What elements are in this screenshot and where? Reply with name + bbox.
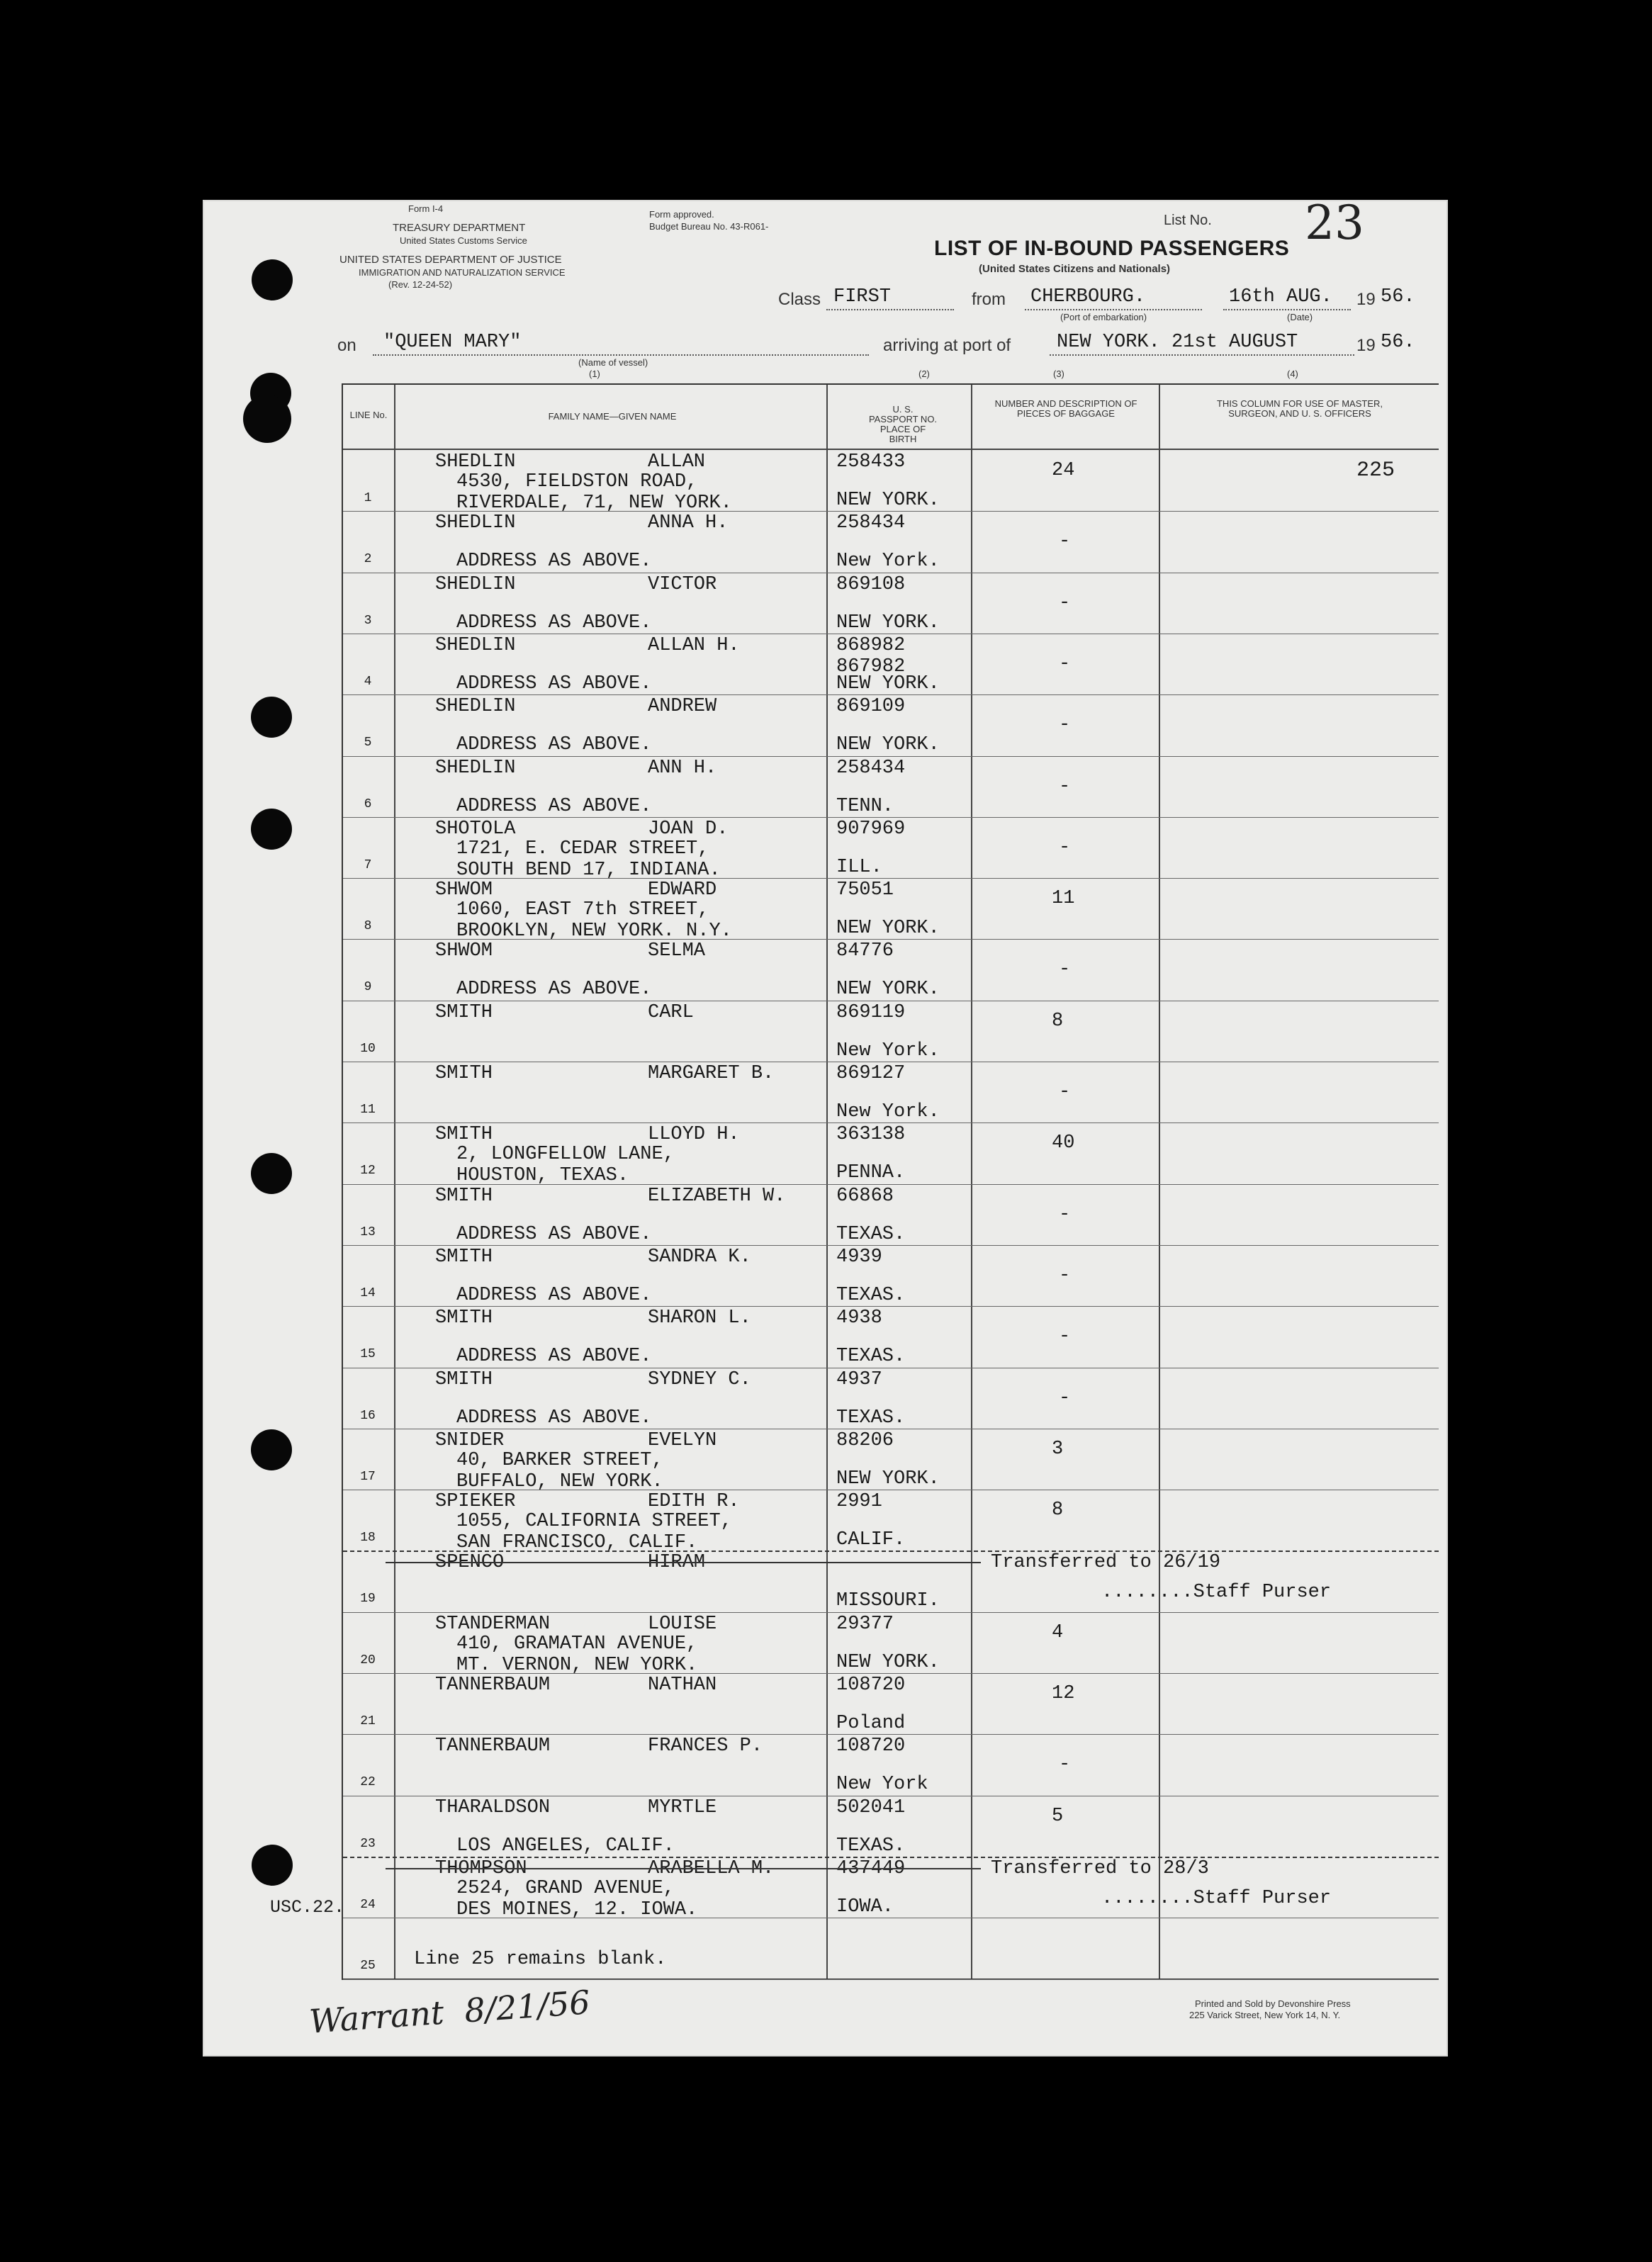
baggage-count: 3	[1052, 1438, 1064, 1460]
place-of-birth: NEW YORK.	[836, 918, 940, 940]
row-divider	[343, 1306, 1439, 1307]
arrival-rule	[1050, 354, 1354, 356]
staff-purser-signature: ........Staff Purser	[1101, 1582, 1332, 1604]
line-number: 4	[364, 674, 372, 689]
given-name: ALLAN H.	[648, 634, 740, 656]
header-name: FAMILY NAME—GIVEN NAME	[548, 411, 677, 422]
on-label: on	[337, 336, 356, 355]
baggage-count: -	[1059, 1264, 1071, 1286]
row-divider	[343, 1612, 1439, 1613]
given-name: EDWARD	[648, 879, 717, 901]
address: ADDRESS AS ABOVE.	[456, 1284, 652, 1306]
punch-hole	[251, 1429, 292, 1470]
place-of-birth: NEW YORK.	[836, 734, 940, 756]
given-name: ARABELLA M.	[648, 1857, 775, 1879]
baggage-count: -	[1059, 959, 1071, 981]
line-number: 12	[360, 1164, 376, 1178]
line-number: 17	[360, 1469, 376, 1484]
address: ADDRESS AS ABOVE.	[456, 1223, 652, 1245]
line-number: 1	[364, 491, 372, 505]
port-caption: (Port of embarkation)	[1060, 312, 1147, 322]
line-number: 7	[364, 857, 372, 872]
baggage-count: 4	[1052, 1621, 1064, 1643]
class-label: Class	[778, 290, 821, 309]
vessel-rule	[373, 354, 869, 356]
line-number: 24	[360, 1897, 376, 1912]
baggage-count: -	[1059, 714, 1071, 736]
place-of-birth: ILL.	[836, 856, 882, 878]
given-name: ANN H.	[648, 757, 717, 779]
baggage-count: -	[1059, 1754, 1071, 1776]
given-name: ANDREW	[648, 696, 717, 718]
port-rule	[1025, 309, 1202, 310]
punch-hole	[251, 1153, 292, 1194]
line-number: 8	[364, 919, 372, 934]
header-passport: U. S. PASSPORT NO. PLACE OF BIRTH	[868, 404, 938, 444]
address: 1060, EAST 7th STREET, BROOKLYN, NEW YORK. N.Y.	[456, 899, 732, 942]
passport-number: 869119	[836, 1001, 906, 1023]
transfer-note: Transferred to 26/19	[991, 1552, 1221, 1574]
row-divider	[343, 817, 1439, 818]
line-number: 20	[360, 1653, 376, 1667]
family-name: SPENCO	[435, 1552, 505, 1574]
line-number: 21	[360, 1714, 376, 1728]
place-of-birth: TEXAS.	[836, 1835, 906, 1857]
family-name: THOMPSON	[435, 1857, 527, 1879]
form-subtitle: (United States Citizens and Nationals)	[979, 263, 1171, 275]
baggage-count: 8	[1052, 1499, 1064, 1521]
list-number: 23	[1305, 196, 1364, 250]
given-name: SHARON L.	[648, 1307, 751, 1329]
punch-hole	[251, 697, 292, 738]
given-name: EVELYN	[648, 1429, 717, 1451]
staff-purser-signature: ........Staff Purser	[1101, 1887, 1332, 1909]
address: 40, BARKER STREET, BUFFALO, NEW YORK.	[456, 1449, 663, 1492]
budget-bureau: Budget Bureau No. 43-R061-	[649, 221, 769, 232]
address: ADDRESS AS ABOVE.	[456, 612, 652, 634]
place-of-birth: NEW YORK.	[836, 1468, 940, 1490]
form-approved: Form approved.	[649, 209, 714, 220]
given-name: MYRTLE	[648, 1796, 717, 1818]
place-of-birth: NEW YORK.	[836, 490, 940, 511]
given-name: SYDNEY C.	[648, 1368, 751, 1390]
baggage-count: -	[1059, 1326, 1071, 1348]
given-name: CARL	[648, 1001, 694, 1023]
given-name: ELIZABETH W.	[648, 1185, 786, 1207]
arrival-year: 56.	[1381, 332, 1415, 353]
row-divider	[343, 694, 1439, 695]
given-name: SANDRA K.	[648, 1246, 751, 1268]
row-divider	[343, 1122, 1439, 1123]
baggage-count: 24	[1052, 460, 1075, 481]
address: ADDRESS AS ABOVE.	[456, 734, 652, 756]
line-number: 11	[360, 1103, 376, 1117]
family-name: SHEDLIN	[435, 634, 516, 656]
place-of-birth: TENN.	[836, 795, 894, 817]
baggage-count: 40	[1052, 1132, 1075, 1154]
baggage-count: 5	[1052, 1805, 1064, 1827]
baggage-count: -	[1059, 592, 1071, 614]
passport-number: 258434	[836, 512, 906, 534]
header-baggage: NUMBER AND DESCRIPTION OF PIECES OF BAGGAGE	[994, 398, 1137, 419]
punch-hole	[251, 809, 292, 850]
place-of-birth: New York.	[836, 551, 940, 573]
line-number: 25	[360, 1959, 376, 1974]
cancel-strike	[386, 1868, 981, 1869]
given-name: MARGARET B.	[648, 1063, 775, 1084]
line-number: 22	[360, 1775, 376, 1790]
address: 1055, CALIFORNIA STREET, SAN FRANCISCO, CALIF.	[456, 1511, 732, 1554]
line-number: 3	[364, 613, 372, 628]
address: Line 25 remains blank.	[414, 1949, 667, 1971]
passport-number: 4939	[836, 1246, 882, 1268]
manifest-page	[203, 196, 1448, 2056]
passport-number: 907969	[836, 818, 906, 840]
given-name: NATHAN	[648, 1675, 717, 1696]
transfer-note: Transferred to 28/3	[991, 1857, 1209, 1879]
family-name: TANNERBAUM	[435, 1675, 551, 1696]
baggage-count: -	[1059, 1203, 1071, 1225]
given-name: LOUISE	[648, 1613, 717, 1635]
place-of-birth: NEW YORK.	[836, 1651, 940, 1673]
treasury-heading: TREASURY DEPARTMENT	[393, 222, 526, 234]
family-name: SHEDLIN	[435, 696, 516, 718]
vessel-col-num: (1)	[589, 368, 600, 379]
embark-year: 56.	[1381, 286, 1415, 308]
passport-number: 66868	[836, 1185, 894, 1207]
cancel-strike	[386, 1562, 981, 1563]
given-name: VICTOR	[648, 573, 717, 595]
address: ADDRESS AS ABOVE.	[456, 795, 652, 817]
class-value: FIRST	[833, 286, 892, 308]
passport-number: 4937	[836, 1368, 882, 1390]
row-divider	[343, 1245, 1439, 1246]
baggage-count: -	[1059, 531, 1071, 553]
address: LOS ANGELES, CALIF.	[456, 1835, 675, 1857]
passport-number: 363138	[836, 1124, 906, 1146]
place-of-birth: MISSOURI.	[836, 1590, 940, 1612]
family-name: SHOTOLA	[435, 818, 516, 840]
punch-hole	[252, 1845, 293, 1886]
address: ADDRESS AS ABOVE.	[456, 979, 652, 1001]
revision-date: (Rev. 12-24-52)	[388, 279, 453, 290]
place-of-birth: NEW YORK.	[836, 979, 940, 1001]
passport-number: 84776	[836, 940, 894, 962]
line-number: 19	[360, 1592, 376, 1607]
baggage-count: 12	[1052, 1683, 1075, 1704]
form-title: LIST OF IN-BOUND PASSENGERS	[934, 237, 1290, 260]
baggage-count: -	[1059, 1081, 1071, 1103]
address: ADDRESS AS ABOVE.	[456, 1407, 652, 1429]
given-name: SELMA	[648, 940, 706, 962]
baggage-count: 11	[1052, 888, 1075, 910]
passport-col-num-top: (2)	[918, 368, 930, 379]
arrival-port-date: NEW YORK. 21st AUGUST	[1057, 332, 1298, 353]
justice-heading: UNITED STATES DEPARTMENT OF JUSTICE	[339, 254, 562, 266]
place-of-birth: TEXAS.	[836, 1407, 906, 1429]
place-of-birth: PENNA.	[836, 1162, 906, 1184]
address: 1721, E. CEDAR STREET, SOUTH BEND 17, INDIANA.	[456, 838, 721, 881]
embark-date: 16th AUG.	[1229, 286, 1332, 308]
address: 4530, FIELDSTON ROAD, RIVERDALE, 71, NEW YORK.	[456, 471, 732, 514]
passport-number: 75051	[836, 879, 894, 901]
address: 2, LONGFELLOW LANE, HOUSTON, TEXAS.	[456, 1144, 675, 1187]
passport-number: 4938	[836, 1307, 882, 1329]
address: 410, GRAMATAN AVENUE, MT. VERNON, NEW YORK.	[456, 1633, 698, 1676]
port-of-embarkation: CHERBOURG.	[1030, 286, 1146, 308]
line-number: 5	[364, 736, 372, 750]
baggage-count: -	[1059, 775, 1071, 797]
place-of-birth: New York.	[836, 1040, 940, 1062]
line-number: 13	[360, 1225, 376, 1239]
year-prefix-2: 19	[1356, 336, 1376, 355]
family-name: STANDERMAN	[435, 1613, 551, 1635]
passport-number: 2991	[836, 1491, 882, 1513]
row-divider	[343, 1979, 1439, 1980]
baggage-count: -	[1059, 836, 1071, 858]
punch-hole	[243, 395, 291, 443]
family-name: SHEDLIN	[435, 451, 516, 473]
given-name: FRANCES P.	[648, 1735, 763, 1757]
family-name: SHWOM	[435, 940, 493, 962]
family-name: SMITH	[435, 1307, 493, 1329]
place-of-birth: TEXAS.	[836, 1284, 906, 1306]
address: ADDRESS AS ABOVE.	[456, 551, 652, 573]
printer-line-1: Printed and Sold by Devonshire Press	[1195, 1998, 1351, 2009]
line-number: 18	[360, 1531, 376, 1546]
vessel-name: "QUEEN MARY"	[383, 332, 522, 353]
family-name: SHEDLIN	[435, 757, 516, 779]
passport-number: 258433	[836, 451, 906, 473]
family-name: SMITH	[435, 1246, 493, 1268]
line-number: 10	[360, 1041, 376, 1056]
place-of-birth: New York	[836, 1774, 928, 1796]
passport-number: 108720	[836, 1735, 906, 1757]
passport-number: 869109	[836, 696, 906, 718]
baggage-count: -	[1059, 1387, 1071, 1409]
printer-line-2: 225 Varick Street, New York 14, N. Y.	[1189, 2010, 1341, 2020]
family-name: SMITH	[435, 1124, 493, 1146]
place-of-birth: NEW YORK.	[836, 612, 940, 634]
family-name: SHWOM	[435, 879, 493, 901]
line-number: 6	[364, 797, 372, 811]
place-of-birth: Poland	[836, 1713, 906, 1734]
given-name: EDITH R.	[648, 1491, 740, 1513]
inspector-signature: Warrant 8/21/56	[308, 1983, 592, 2041]
line-number: 23	[360, 1836, 376, 1851]
passport-number: 869108	[836, 573, 906, 595]
passport-number: 29377	[836, 1613, 894, 1635]
passport-number: 108720	[836, 1675, 906, 1696]
family-name: SPIEKER	[435, 1491, 516, 1513]
family-name: SHEDLIN	[435, 512, 516, 534]
family-name: SMITH	[435, 1368, 493, 1390]
given-name: JOAN D.	[648, 818, 729, 840]
passport-number: 869127	[836, 1063, 906, 1084]
date-rule	[1223, 309, 1351, 310]
address: ADDRESS AS ABOVE.	[456, 673, 652, 694]
baggage-count: -	[1059, 653, 1071, 675]
address: 2524, GRAND AVENUE, DES MOINES, 12. IOWA.	[456, 1877, 698, 1920]
ins-heading: IMMIGRATION AND NATURALIZATION SERVICE	[359, 267, 566, 278]
family-name: THARALDSON	[435, 1796, 551, 1818]
from-label: from	[972, 290, 1006, 309]
baggage-col-num-top: (3)	[1053, 368, 1064, 379]
vessel-caption: (Name of vessel)	[578, 357, 648, 368]
row-divider	[343, 1734, 1439, 1735]
year-prefix-1: 19	[1356, 290, 1376, 309]
footer-form-code: USC.22.	[270, 1897, 345, 1918]
punch-hole	[252, 259, 293, 300]
baggage-count: 8	[1052, 1010, 1064, 1032]
arriving-label: arriving at port of	[883, 336, 1011, 355]
passport-number: 868982 867982	[836, 634, 906, 677]
place-of-birth: CALIF.	[836, 1529, 906, 1551]
passenger-table	[342, 383, 1439, 1980]
place-of-birth: IOWA.	[836, 1896, 894, 1918]
line-number: 15	[360, 1347, 376, 1362]
row-divider	[343, 756, 1439, 757]
line-number: 16	[360, 1408, 376, 1423]
form-number: Form I-4	[408, 203, 444, 214]
family-name: SMITH	[435, 1063, 493, 1084]
passport-number: 258434	[836, 757, 906, 779]
passport-number: 502041	[836, 1796, 906, 1818]
place-of-birth: TEXAS.	[836, 1223, 906, 1245]
family-name: SNIDER	[435, 1429, 505, 1451]
passport-number: 437449	[836, 1857, 906, 1879]
place-of-birth: New York.	[836, 1101, 940, 1122]
customs-heading: United States Customs Service	[400, 235, 527, 246]
officer-note: 225	[1356, 458, 1395, 483]
family-name: SMITH	[435, 1185, 493, 1207]
date-caption: (Date)	[1287, 312, 1313, 322]
family-name: SMITH	[435, 1001, 493, 1023]
class-rule	[826, 309, 954, 310]
header-line-no: LINE No.	[349, 410, 388, 420]
given-name: ALLAN	[648, 451, 706, 473]
address: ADDRESS AS ABOVE.	[456, 1346, 652, 1368]
family-name: TANNERBAUM	[435, 1735, 551, 1757]
family-name: SHEDLIN	[435, 573, 516, 595]
line-number: 9	[364, 980, 372, 995]
given-name: HIRAM	[648, 1552, 706, 1574]
header-officers: THIS COLUMN FOR USE OF MASTER, SURGEON, AND U. S. OFFICERS	[1216, 398, 1383, 419]
place-of-birth: TEXAS.	[836, 1346, 906, 1368]
passport-number: 88206	[836, 1429, 894, 1451]
given-name: ANNA H.	[648, 512, 729, 534]
line-number: 14	[360, 1285, 376, 1300]
line-number: 2	[364, 552, 372, 567]
officers-col-num-top: (4)	[1287, 368, 1298, 379]
list-no-label: List No.	[1164, 213, 1212, 228]
place-of-birth: NEW YORK.	[836, 673, 940, 694]
given-name: LLOYD H.	[648, 1124, 740, 1146]
